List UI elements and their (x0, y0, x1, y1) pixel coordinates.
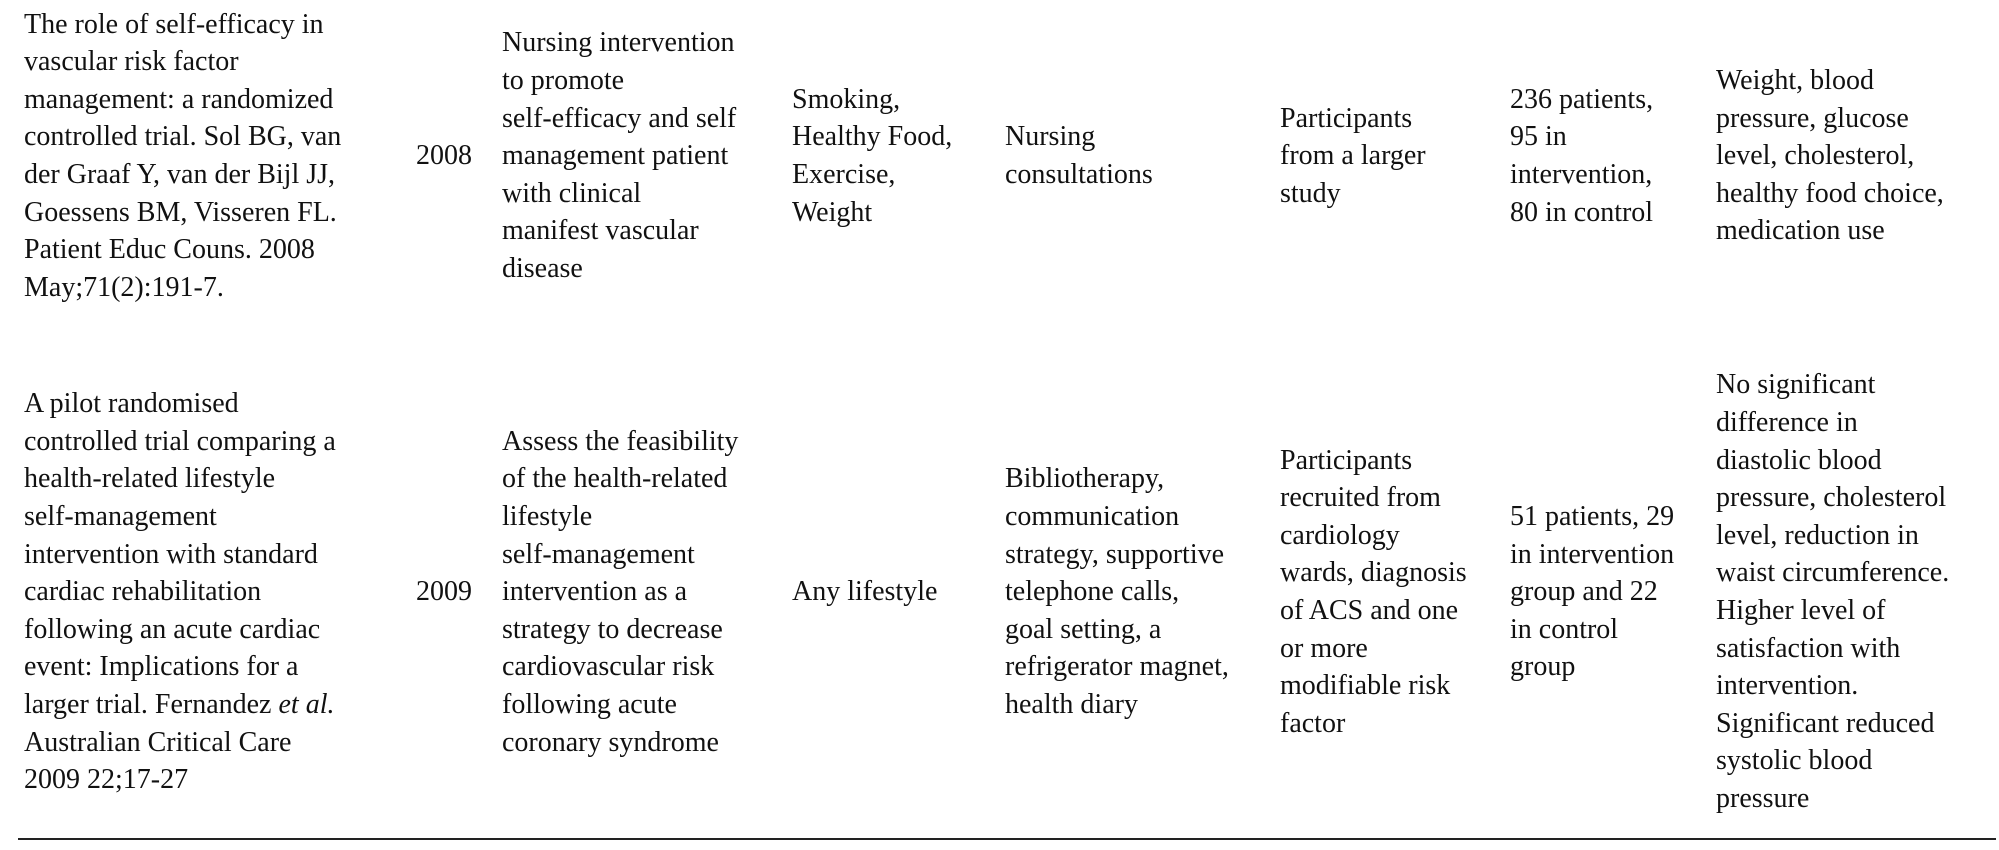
cell-line: Healthy Food, (792, 121, 953, 153)
cell-line: diastolic blood (1716, 444, 1882, 476)
cell-line: self-efficacy and self (502, 102, 737, 134)
aim-cell (502, 6, 784, 306)
cell-line: communication (1005, 501, 1180, 533)
cell-line: Exercise, (792, 159, 896, 190)
sample-cell (1510, 6, 1712, 306)
cell-line: controlled trial comparing a (24, 425, 336, 457)
cell-line: 2008 (416, 140, 472, 172)
cell-line: level, cholesterol, (1716, 140, 1915, 172)
table-bottom-rule (18, 838, 1996, 840)
cell-line: 2009 (416, 576, 472, 608)
cell-line: intervention as a (502, 576, 688, 608)
cell-line: following acute (502, 688, 677, 720)
cell-line: difference in (1716, 407, 1858, 439)
reference-cell (24, 362, 416, 822)
cell-line: self-management (502, 538, 695, 570)
cell-line: pressure (1716, 782, 1810, 814)
cell-line: medication use (1716, 215, 1885, 247)
cell-line: 95 in (1510, 121, 1567, 153)
cell-line: Weight (792, 196, 873, 228)
cell-line: Patient Educ Couns. 2008 (24, 234, 315, 266)
cell-line: waist circumference. (1716, 557, 1950, 589)
cell-line: Nursing (1005, 121, 1096, 153)
cell-line: No significant (1716, 369, 1876, 401)
cell-line: event: Implications for a (24, 651, 299, 683)
cell-line: group (1510, 651, 1576, 683)
intervention-cell (1005, 362, 1275, 822)
intervention-cell (1005, 6, 1275, 306)
cell-line: disease (502, 252, 583, 284)
cell-line: self-management (24, 501, 217, 533)
year-cell (416, 362, 496, 822)
cell-line: der Graaf Y, van der Bijl JJ, (24, 159, 336, 190)
reference-cell (24, 6, 416, 306)
cell-line: group and 22 (1510, 576, 1658, 608)
et-al-text: et al. (278, 688, 335, 720)
cell-line: controlled trial. Sol BG, van (24, 121, 342, 153)
cell-line: of the health-related (502, 463, 728, 495)
cell-line: Nursing intervention (502, 27, 735, 59)
sample-cell (1510, 362, 1712, 822)
cell-line: management patient (502, 140, 729, 172)
cell-line: or more (1280, 632, 1368, 664)
cell-line: modifiable risk (1280, 670, 1451, 702)
cell-line: Australian Critical Care (24, 726, 292, 758)
outcomes-cell (1716, 362, 1996, 822)
cell-line: health diary (1005, 688, 1138, 720)
cell-line: intervention, (1510, 159, 1653, 190)
cell-line: 236 patients, (1510, 83, 1654, 115)
recruitment-cell (1280, 362, 1502, 822)
cell-line: telephone calls, (1005, 576, 1180, 608)
year-cell (416, 6, 496, 306)
cell-line: manifest vascular (502, 215, 699, 247)
cell-line: A pilot randomised (24, 388, 239, 420)
cell-line: coronary syndrome (502, 726, 719, 758)
cell-line: intervention. (1716, 670, 1859, 702)
risk-factors-cell (792, 6, 997, 306)
table-row (0, 362, 1999, 822)
cell-line: management: a randomized (24, 83, 334, 115)
cell-line: Smoking, (792, 83, 901, 115)
cell-line: intervention with standard (24, 538, 318, 570)
cell-line: 2009 22;17-27 (24, 764, 189, 796)
cell-line: pressure, glucose (1716, 102, 1909, 134)
cell-line: factor (1280, 707, 1346, 739)
cell-line: in control (1510, 613, 1619, 645)
cell-line: 51 patients, 29 (1510, 501, 1675, 533)
cell-line: cardiology (1280, 519, 1400, 551)
cell-line: refrigerator magnet, (1005, 651, 1229, 683)
cell-line: lifestyle (502, 501, 593, 533)
cell-line: vascular risk factor (24, 46, 239, 78)
cell-line: cardiovascular risk (502, 651, 715, 683)
cell-line: wards, diagnosis (1280, 557, 1467, 589)
cell-line: level, reduction in (1716, 519, 1919, 551)
cell-line: Significant reduced (1716, 707, 1935, 739)
cell-line: healthy food choice, (1716, 177, 1944, 209)
cell-line: The role of self-efficacy in (24, 8, 324, 40)
cell-line: May;71(2):191-7. (24, 271, 224, 303)
cell-line: cardiac rehabilitation (24, 576, 262, 608)
cell-line: strategy, supportive (1005, 538, 1225, 570)
author-text: larger trial. Fernandez (24, 688, 279, 720)
cell-line: recruited from (1280, 482, 1441, 514)
risk-factors-cell (792, 362, 997, 822)
outcomes-cell (1716, 6, 1996, 306)
cell-line: in intervention (1510, 538, 1675, 570)
cell-line: Weight, blood (1716, 65, 1874, 97)
cell-line: following an acute cardiac (24, 613, 321, 645)
cell-line: Assess the feasibility (502, 425, 739, 457)
cell-line: Participants (1280, 102, 1413, 134)
cell-line: Participants (1280, 444, 1413, 476)
cell-line: from a larger (1280, 140, 1426, 172)
recruitment-cell (1280, 6, 1502, 306)
table-row (0, 6, 1999, 306)
cell-line: health-related lifestyle (24, 463, 276, 495)
cell-line: systolic blood (1716, 745, 1873, 777)
cell-line: consultations (1005, 159, 1153, 190)
cell-line: Any lifestyle (792, 576, 938, 608)
cell-line: satisfaction with (1716, 632, 1901, 664)
cell-line: goal setting, a (1005, 613, 1162, 645)
cell-line: Goessens BM, Visseren FL. (24, 196, 337, 228)
cell-line: 80 in control (1510, 196, 1654, 228)
cell-line: Bibliotherapy, (1005, 463, 1165, 495)
cell-line: study (1280, 177, 1341, 209)
cell-line (24, 686, 416, 724)
cell-line: strategy to decrease (502, 613, 723, 645)
cell-line: pressure, cholesterol (1716, 482, 1947, 514)
cell-line: of ACS and one (1280, 595, 1459, 626)
cell-line: Higher level of (1716, 595, 1886, 626)
cell-line: to promote (502, 65, 625, 97)
cell-line: with clinical (502, 177, 642, 209)
aim-cell (502, 362, 784, 822)
